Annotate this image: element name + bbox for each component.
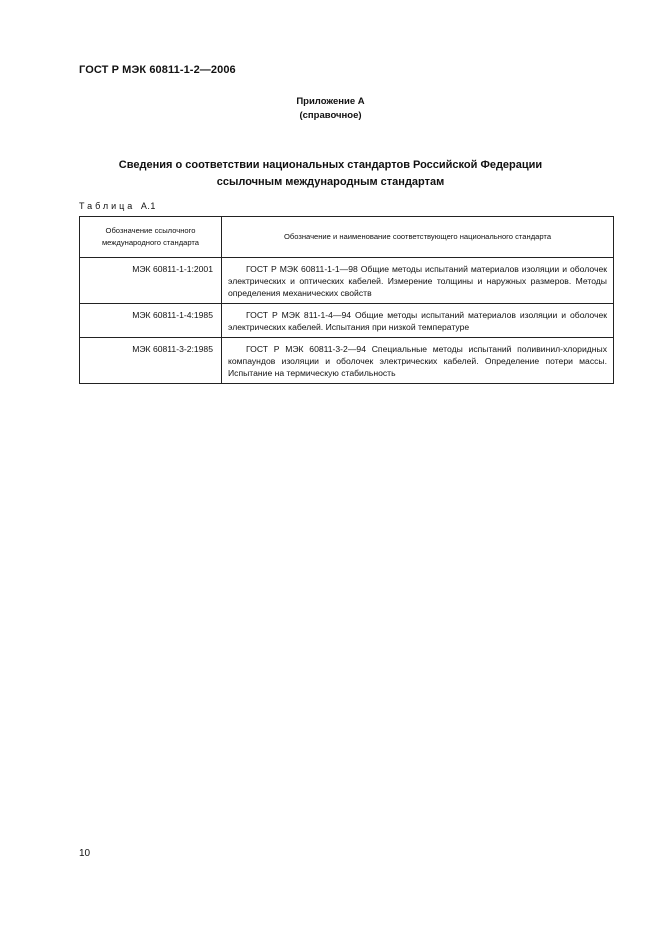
national-standard [222, 338, 614, 384]
national-standard-text: ГОСТ Р МЭК 811-1-4—94 Общие методы испытаний материалов изоляции и оболочек электрических кабелей. Испытания при низкой температуре [228, 310, 607, 332]
national-standard [222, 258, 614, 304]
annex-status: (справочное) [299, 110, 362, 121]
document-standard-code: ГОСТ Р МЭК 60811-1-2—2006 [79, 64, 236, 76]
iec-designation: МЭК 60811-3-2:1985 [80, 338, 222, 384]
section-title-line-2: ссылочным международным стандартам [216, 176, 445, 188]
table-row [80, 338, 614, 384]
table-header-row [80, 217, 614, 258]
national-standard-text: ГОСТ Р МЭК 60811-1-1—98 Общие методы испытаний материалов изоляции и оболочек электрических и оптических кабелей. Измерение толщины и наружных размеров. Методы определения механических свойств [228, 264, 607, 298]
annex-title: Приложение А [296, 96, 365, 107]
section-title-line-1: Сведения о соответствии национальных стандартов Российской Федерации [118, 159, 543, 171]
iec-designation: МЭК 60811-1-4:1985 [80, 304, 222, 338]
header-iec-standard: Обозначение ссылочного международного стандарта [80, 217, 222, 258]
table-row [80, 304, 614, 338]
iec-designation: МЭК 60811-1-1:2001 [80, 258, 222, 304]
standards-correspondence-table [79, 216, 614, 384]
table-caption-label: Таблица [79, 201, 136, 211]
page-number: 10 [79, 848, 91, 859]
annex-heading [0, 95, 661, 123]
table-caption-number: А.1 [140, 201, 156, 211]
table-row [80, 258, 614, 304]
section-title [60, 157, 601, 191]
table-caption [79, 201, 156, 211]
national-standard [222, 304, 614, 338]
national-standard-text: ГОСТ Р МЭК 60811-3-2—94 Специальные методы испытаний поливинил-хлоридных компаундов изоляции и оболочек электрических кабелей. Определение потери массы. Испытание на термическую стабильность [228, 344, 607, 378]
header-national-standard: Обозначение и наименование соответствующего национального стандарта [222, 217, 614, 258]
